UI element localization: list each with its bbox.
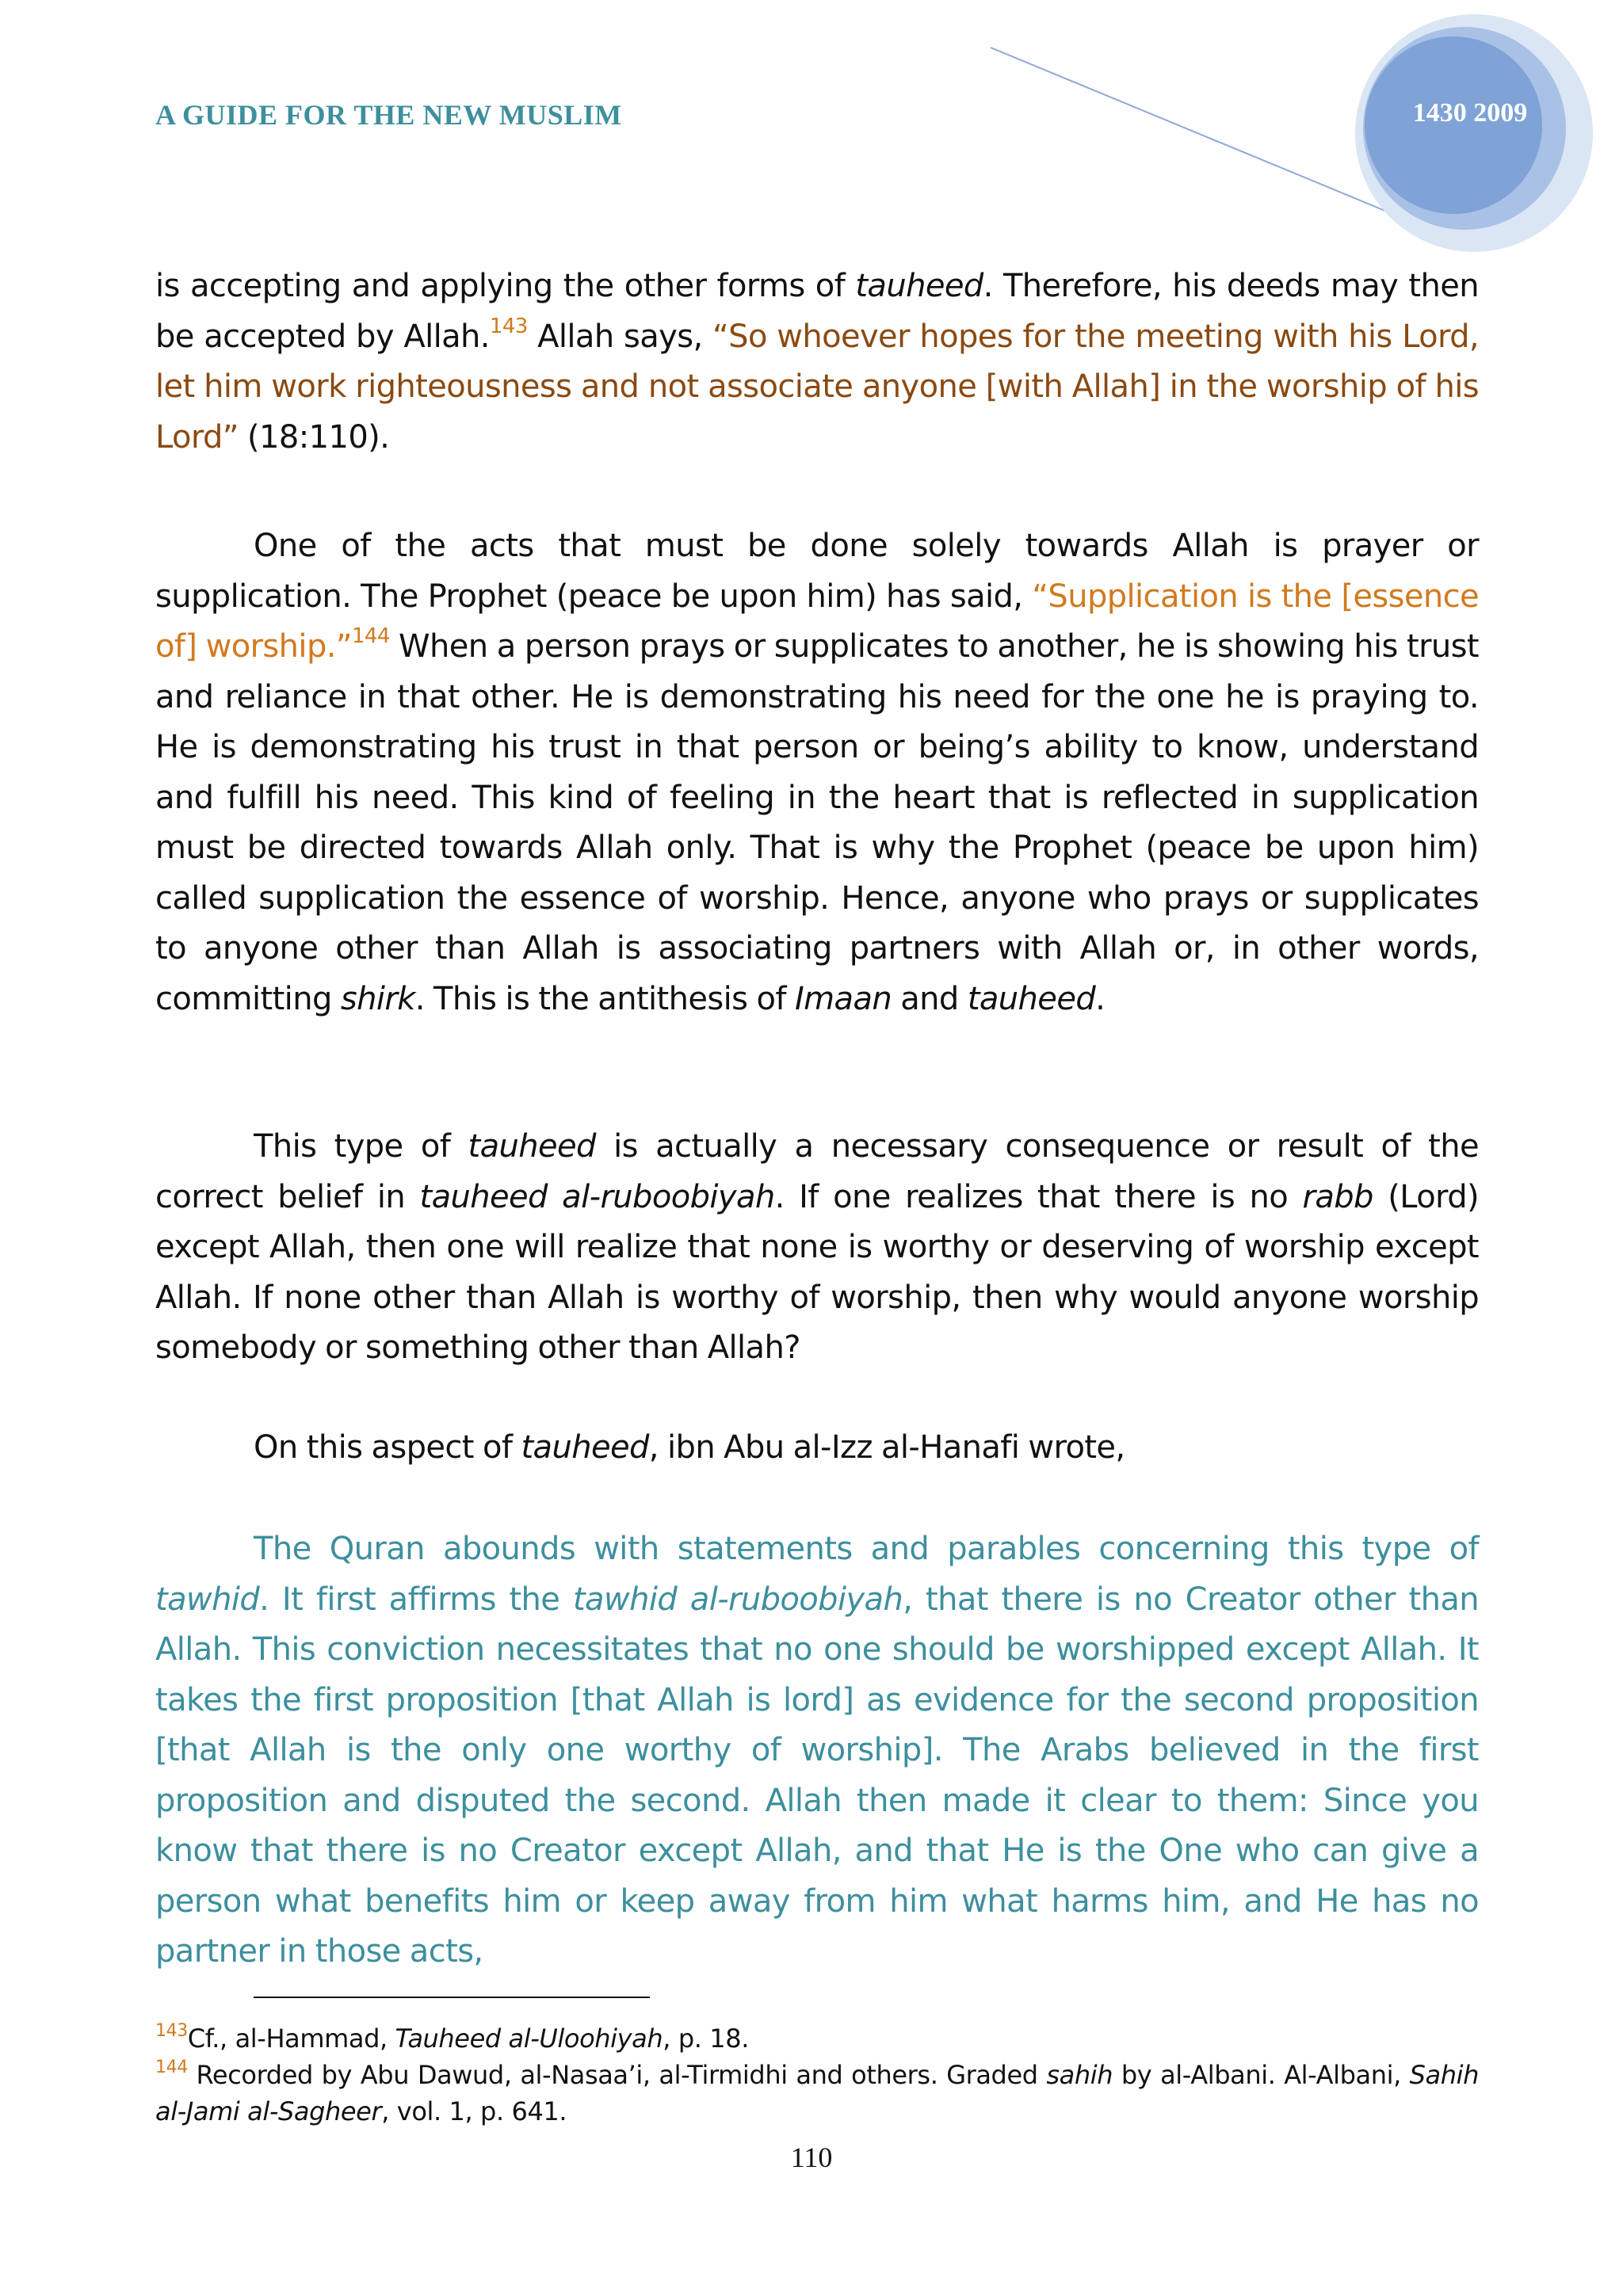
italic-term: tauheed xyxy=(521,1429,649,1466)
italic-term: shirk xyxy=(340,980,415,1017)
text-run: , p. 18. xyxy=(663,2023,749,2054)
text-run: Recorded by Abu Dawud, al-Nasaa’i, al-Tirmidhi and others. Graded xyxy=(187,2060,1047,2090)
text-run: . This is the antithesis of xyxy=(414,980,795,1017)
text-run: and xyxy=(892,980,968,1017)
text-run: . xyxy=(1095,980,1106,1017)
text-run: . It first affirms the xyxy=(259,1581,573,1618)
text-run: This type of xyxy=(254,1128,468,1165)
italic-term: sahih xyxy=(1046,2060,1113,2090)
italic-term: tauheed xyxy=(855,268,983,304)
text-run: , that there is no Creator other than Allah. This conviction necessitates that no one should be worshipped except Allah. It takes the first proposition [that Allah is lord] as evidence for the second proposition [that Allah is the only one worthy of worship]. The Arabs believed in the first proposition and disputed the second. Allah then made it clear to them: Since you know that there is no Creator except Allah, and that He is the One who can give a person what benefits him or keep away from him what harms him, and He has no partner in those acts, xyxy=(155,1581,1479,1970)
header-corner-decoration xyxy=(0,0,1623,285)
paragraph-consequence xyxy=(155,1122,1479,1374)
text-run: is actually a necessary consequence or result of the correct belief in xyxy=(155,1128,1479,1215)
footnote-number: 144 xyxy=(155,2058,188,2077)
header-year: 1430 2009 xyxy=(1412,98,1528,128)
text-run: On this aspect of xyxy=(254,1429,521,1466)
italic-term: tawhid xyxy=(155,1581,260,1618)
block-quote xyxy=(155,1524,1479,1978)
italic-term: Imaan xyxy=(794,980,892,1017)
footnote-number: 143 xyxy=(155,2021,188,2041)
text-run: , vol. 1, p. 641. xyxy=(381,2096,567,2126)
text-run: The Quran abounds with statements and parables concerning this type of xyxy=(254,1531,1479,1567)
text-run: , ibn Abu al-Izz al-Hanafi wrote, xyxy=(648,1429,1125,1466)
italic-term: tauheed al-ruboobiyah xyxy=(419,1178,775,1215)
text-run: (Lord) except Allah, then one will realize that none is worthy or deserving of worship except Allah. If none other than Allah is worthy of worship, then why would anyone worship somebody or something other than Allah? xyxy=(155,1178,1479,1366)
text-run: (18:110). xyxy=(238,418,390,456)
page-number: 110 xyxy=(790,2142,833,2173)
text-run: Allah says, xyxy=(527,318,713,355)
paragraph-supplication xyxy=(155,521,1479,1024)
text-run: One of the acts that must be done solely towards Allah is prayer or supplication. The Prophet (peace be upon him) has said, xyxy=(155,528,1479,615)
italic-term: tauheed xyxy=(468,1128,596,1165)
paragraph-continuation xyxy=(155,261,1479,463)
footnote-divider xyxy=(254,1997,650,1998)
footnote-ref-144[interactable]: 144 xyxy=(351,624,390,648)
footnote-144 xyxy=(155,2057,1479,2130)
paragraph-intro-quote xyxy=(155,1423,1479,1474)
text-run: is accepting and applying the other forms of xyxy=(155,268,856,304)
text-run: . Therefore, his deeds may then be accepted by Allah. xyxy=(155,268,1479,355)
italic-term: tawhid al-ruboobiyah xyxy=(572,1581,903,1618)
hadith-quote: “Supplication is the [essence of] worship.” xyxy=(155,578,1479,665)
italic-term: Sahih al-Jami al-Sagheer xyxy=(155,2060,1479,2126)
italic-term: tauheed xyxy=(967,980,1096,1017)
quran-quote: “So whoever hopes for the meeting with his Lord, let him work righteousness and not associate anyone [with Allah] in the worship of his Lord” xyxy=(155,318,1479,456)
book-title: A GUIDE FOR THE NEW MUSLIM xyxy=(155,99,622,131)
footnotes xyxy=(155,2020,1479,2130)
text-run: by al-Albani. Al-Albani, xyxy=(1113,2060,1410,2090)
text-run: Cf., al-Hammad, xyxy=(187,2023,395,2054)
italic-term: Tauheed al-Uloohiyah xyxy=(395,2023,663,2054)
footnote-ref-143[interactable]: 143 xyxy=(489,314,528,338)
footnote-143 xyxy=(155,2020,1479,2057)
italic-term: rabb xyxy=(1302,1178,1373,1215)
text-run: . If one realizes that there is no xyxy=(774,1178,1303,1215)
text-run: When a person prays or supplicates to another, he is showing his trust and reliance in that other. He is demonstrating his need for the one he is praying to. He is demonstrating his trust in that person or being’s ability to know, understand and fulfill his need. This kind of feeling in the heart that is reflected in supplication must be directed towards Allah only. That is why the Prophet (peace be upon him) called supplication the essence of worship. Hence, anyone who prays or supplicates to anyone other than Allah is associating partners with Allah or, in other words, committing xyxy=(155,628,1479,1017)
